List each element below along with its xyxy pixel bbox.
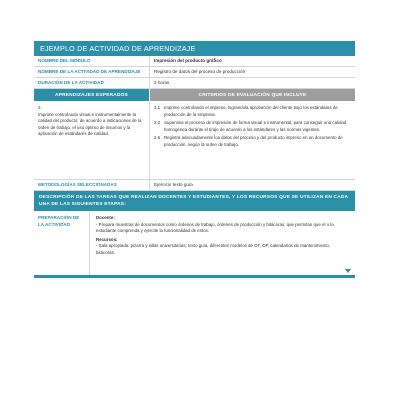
chevron-down-icon[interactable] bbox=[345, 269, 351, 273]
criterio-text: Registra adecuadamente los datos del proceso y del producto impreso en un documento de producción, según la orden de trabajo. bbox=[164, 135, 343, 147]
criterio-text: Imprime controlando el impreso, lograndola aprobación del cliente bajo los estándares de producción de la empresa. bbox=[164, 105, 338, 117]
aprendizaje-cell bbox=[34, 101, 150, 179]
criterios-cell bbox=[150, 101, 355, 179]
duracion-value: 2 horas bbox=[154, 80, 170, 85]
criterio-item bbox=[154, 105, 351, 118]
criterio-number: 2.1 bbox=[154, 105, 161, 110]
activity-card bbox=[34, 41, 355, 278]
criterios-header: CRITERIOS DE EVALUACIÓN QUE INCLUYE bbox=[150, 89, 355, 101]
criterio-number: 2.6 bbox=[154, 135, 161, 141]
duracion-label: DURACIÓN DE LA ACTIVIDAD bbox=[34, 78, 150, 88]
preparacion-row bbox=[34, 211, 355, 278]
actividad-value: Registro de datos del proceso de producción bbox=[154, 69, 246, 74]
aprendizaje-text: Imprime controlando visual e instrumentalmente la calidad del producto, de acuerdo a indicaciones de la orden de trabajo, el uso óptimo de insumos y la aplicación de estándares de calidad. bbox=[38, 111, 142, 137]
docente-heading: Docente: bbox=[96, 215, 115, 220]
card-header bbox=[34, 41, 355, 56]
criterio-item bbox=[154, 135, 351, 148]
row-duracion bbox=[34, 78, 355, 89]
row-modulo bbox=[34, 56, 355, 67]
criterio-number: 2.2 bbox=[154, 120, 161, 126]
aprendizaje-criterios-row bbox=[34, 101, 355, 180]
modulo-value: Impresión del producto gráfico bbox=[154, 58, 222, 63]
metodologias-label: METODOLOGÍAS SELECCIONADAS bbox=[34, 180, 150, 190]
metodologias-value: Ejercicio texto guía bbox=[154, 182, 193, 187]
docente-text: - Prepara muestras de documentos como órdenes de trabajo, órdenes de producción y bitácoras, que permitan que el o la estudiante comprenda y ejercite la funcionalidad de estos. bbox=[96, 221, 334, 234]
aprendizajes-header: APRENDIZAJES ESPERADOS bbox=[34, 89, 150, 101]
card-title: EJEMPLO DE ACTIVIDAD DE APRENDIZAJE bbox=[40, 44, 196, 53]
preparacion-body bbox=[90, 211, 355, 275]
aprendizaje-number: 2. bbox=[38, 105, 42, 110]
criterio-text: Supervisa el proceso de impresión de forma visual e instrumental, para conseguir una calidad homogénea durante el tiraje de acuerdo a los estándares y las normas vigentes. bbox=[164, 120, 347, 132]
recursos-heading: Recursos: bbox=[96, 236, 118, 242]
criterio-item bbox=[154, 120, 351, 133]
recursos-text: - Sala apropiada: pizarra y sillas universitarias; texto guía, diferentes modelos de OT, OP, calendarios de mantenimiento, bitácoras. bbox=[96, 243, 331, 255]
columns-header bbox=[34, 89, 355, 101]
row-metodologias bbox=[34, 180, 355, 191]
row-actividad bbox=[34, 67, 355, 78]
preparacion-label: PREPARACIÓN DE LA ACTIVIDAD bbox=[34, 211, 90, 275]
actividad-label: NOMBRE DE LA ACTIVIDAD DE APRENDIZAJE bbox=[34, 67, 150, 77]
tasks-description-band: DESCRIPCIÓN DE LAS TAREAS QUE REALIZAN DOCENTES Y ESTUDIANTES, Y LOS RECURSOS QUE SE UTILIZAN EN CADA UNA DE LAS SIGUIENTES ETAPAS: bbox=[34, 191, 355, 211]
modulo-label: NOMBRE DEL MÓDULO bbox=[34, 56, 150, 66]
